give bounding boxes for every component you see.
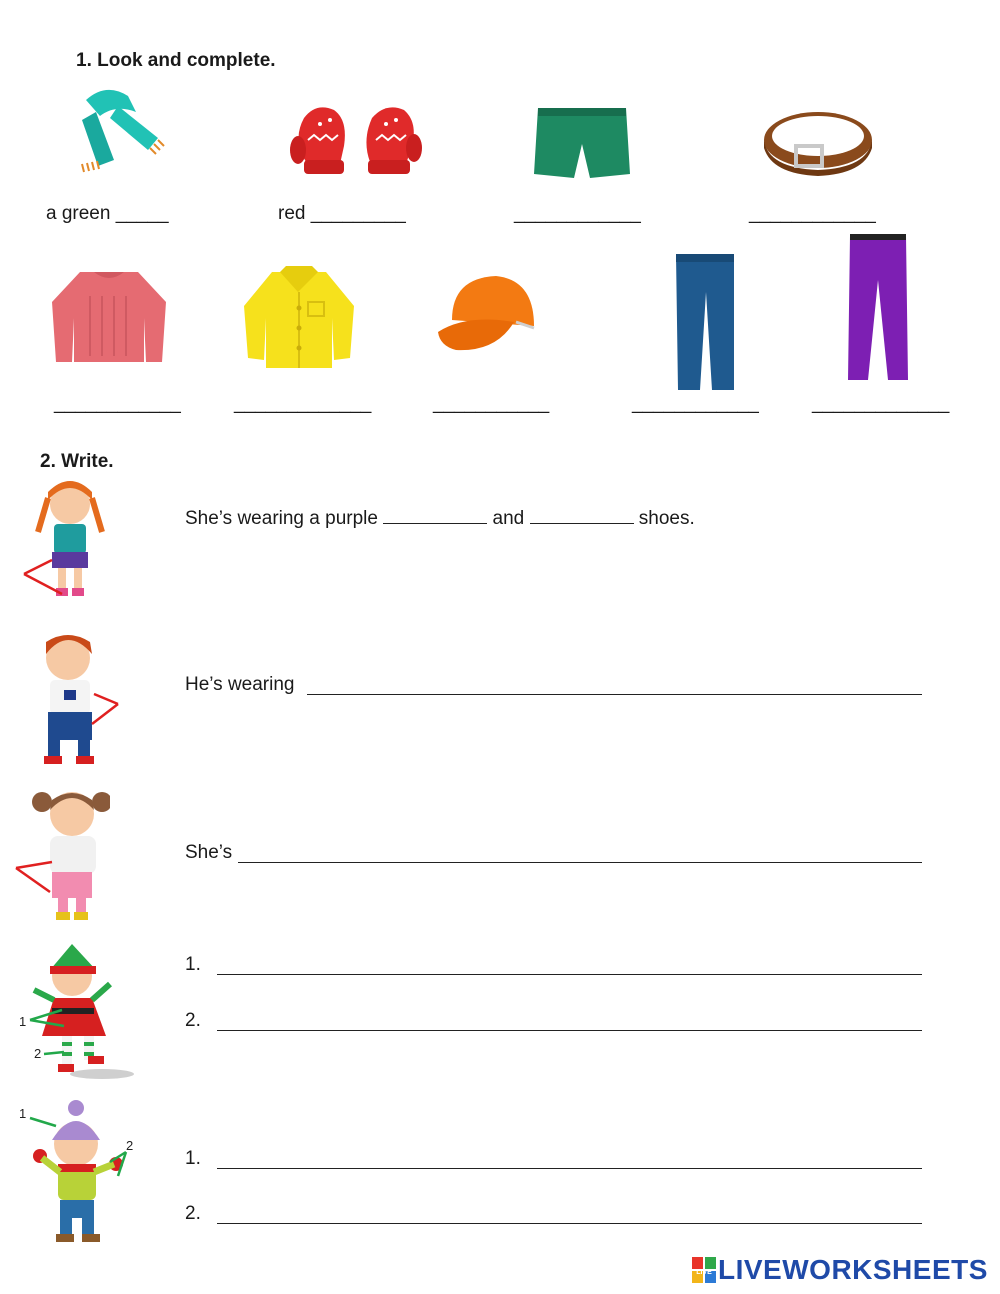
cap-icon [436, 270, 538, 354]
item5-answer-line-2[interactable] [217, 1223, 922, 1224]
item4-arrow-label-1: 1 [19, 1014, 27, 1029]
item5-arrow-label-1: 1 [19, 1106, 27, 1121]
logo-badge-text: LIVE [696, 1269, 712, 1276]
item2-answer-line[interactable] [307, 694, 922, 695]
row1-label-belt[interactable]: ____________ [749, 203, 876, 224]
jeans-icon [672, 250, 738, 394]
logo-text: LIVEWORKSHEETS [718, 1254, 988, 1285]
item1-middle: and [492, 508, 525, 529]
elf-girl-icon [14, 940, 136, 1080]
item3-prefix: She’s [185, 842, 233, 863]
row2-label-trousers[interactable]: _____________ [812, 393, 950, 414]
section2-heading: 2. Write. [40, 451, 114, 472]
item5-number-2: 2. [185, 1203, 201, 1224]
row2-label-shirt[interactable]: _____________ [234, 393, 372, 414]
scarf-icon [66, 82, 166, 174]
liveworksheets-logo[interactable] [692, 1254, 992, 1286]
row1-label-shorts[interactable]: ____________ [514, 203, 641, 224]
trousers-icon [846, 232, 910, 382]
boy-shorts-icon [14, 624, 124, 770]
item1-suffix: shoes. [638, 508, 695, 529]
item2-prefix: He’s wearing [185, 674, 295, 695]
sweater-icon [50, 266, 168, 366]
item5-number-1: 1. [185, 1148, 201, 1169]
item1-sentence [185, 507, 695, 530]
item4-answer-line-2[interactable] [217, 1030, 922, 1031]
row1-label-mittens[interactable]: red _________ [278, 203, 406, 224]
item1-blank-2[interactable] [530, 507, 634, 524]
mittens-icon [286, 100, 422, 180]
girl-sweater-icon [14, 780, 110, 924]
item4-number-1: 1. [185, 954, 201, 975]
item1-blank-1[interactable] [383, 507, 487, 524]
winter-girl-icon [14, 1100, 140, 1246]
row2-label-cap[interactable]: ___________ [433, 393, 550, 414]
row1-label-scarf[interactable]: a green _____ [46, 203, 169, 224]
item3-answer-line[interactable] [238, 862, 922, 863]
logo-badge-icon [692, 1257, 716, 1283]
item5-answer-line-1[interactable] [217, 1168, 922, 1169]
item4-arrow-label-2: 2 [34, 1046, 42, 1061]
item4-number-2: 2. [185, 1010, 201, 1031]
shirt-icon [242, 262, 356, 372]
row2-label-jeans[interactable]: ____________ [632, 393, 759, 414]
item1-prefix: She’s wearing a purple [185, 508, 378, 529]
row2-label-sweater[interactable]: ____________ [54, 393, 181, 414]
girl-teal-shirt-icon [22, 476, 108, 606]
section1-heading: 1. Look and complete. [76, 50, 276, 71]
belt-icon [760, 104, 876, 176]
shorts-icon [532, 104, 632, 180]
item4-answer-line-1[interactable] [217, 974, 922, 975]
item5-arrow-label-2: 2 [126, 1138, 134, 1153]
